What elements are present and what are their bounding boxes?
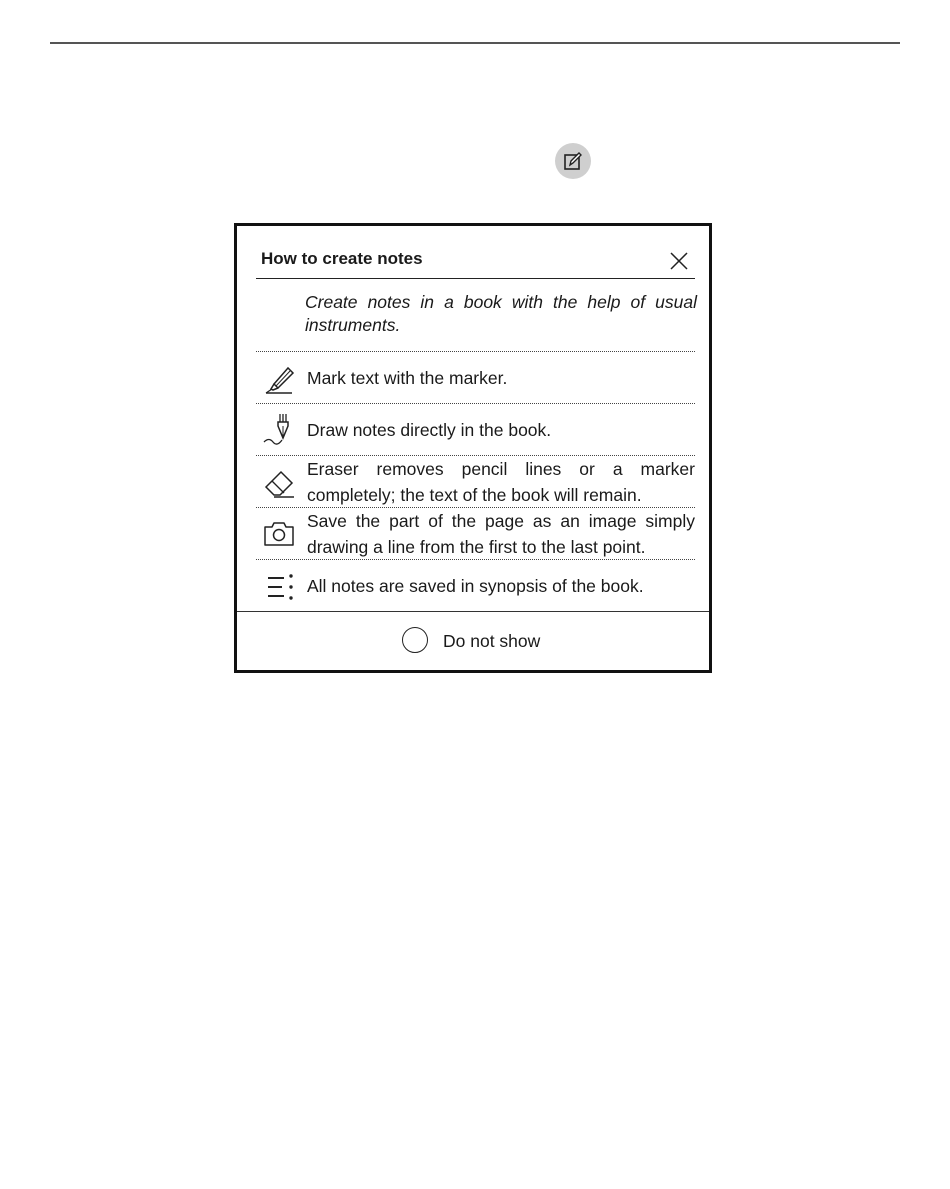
list-item (256, 351, 695, 404)
dialog-title: How to create notes (261, 249, 423, 268)
list-item (256, 455, 695, 508)
list-item-text: Save the part of the page as an image simply drawing a line from the first to the last point. (307, 511, 695, 557)
notes-button[interactable] (555, 143, 591, 179)
do-not-show-label[interactable]: Do not show (443, 631, 541, 651)
list-item (256, 559, 695, 610)
marker-icon (262, 362, 296, 396)
list-item-text: Mark text with the marker. (307, 368, 508, 388)
dialog-intro: Create notes in a book with the help of usual instruments. (305, 292, 697, 335)
pencil-icon (262, 412, 296, 446)
close-icon (669, 251, 689, 271)
notes-help-dialog (234, 223, 712, 673)
close-button[interactable] (669, 251, 689, 271)
list-item-text: All notes are saved in synopsis of the book. (307, 576, 644, 596)
dialog-footer (237, 611, 709, 670)
list-item-text: Eraser removes pencil lines or a marker completely; the text of the book will remain. (307, 459, 695, 505)
eraser-icon (262, 466, 296, 500)
do-not-show-checkbox[interactable] (402, 627, 428, 653)
list-item-text: Draw notes directly in the book. (307, 420, 552, 440)
note-edit-icon (562, 150, 584, 172)
camera-icon (262, 518, 296, 552)
dialog-header (256, 226, 695, 279)
list-item (256, 403, 695, 456)
page-top-rule (50, 42, 900, 44)
list-item (256, 507, 695, 560)
synopsis-list-icon (262, 570, 296, 604)
